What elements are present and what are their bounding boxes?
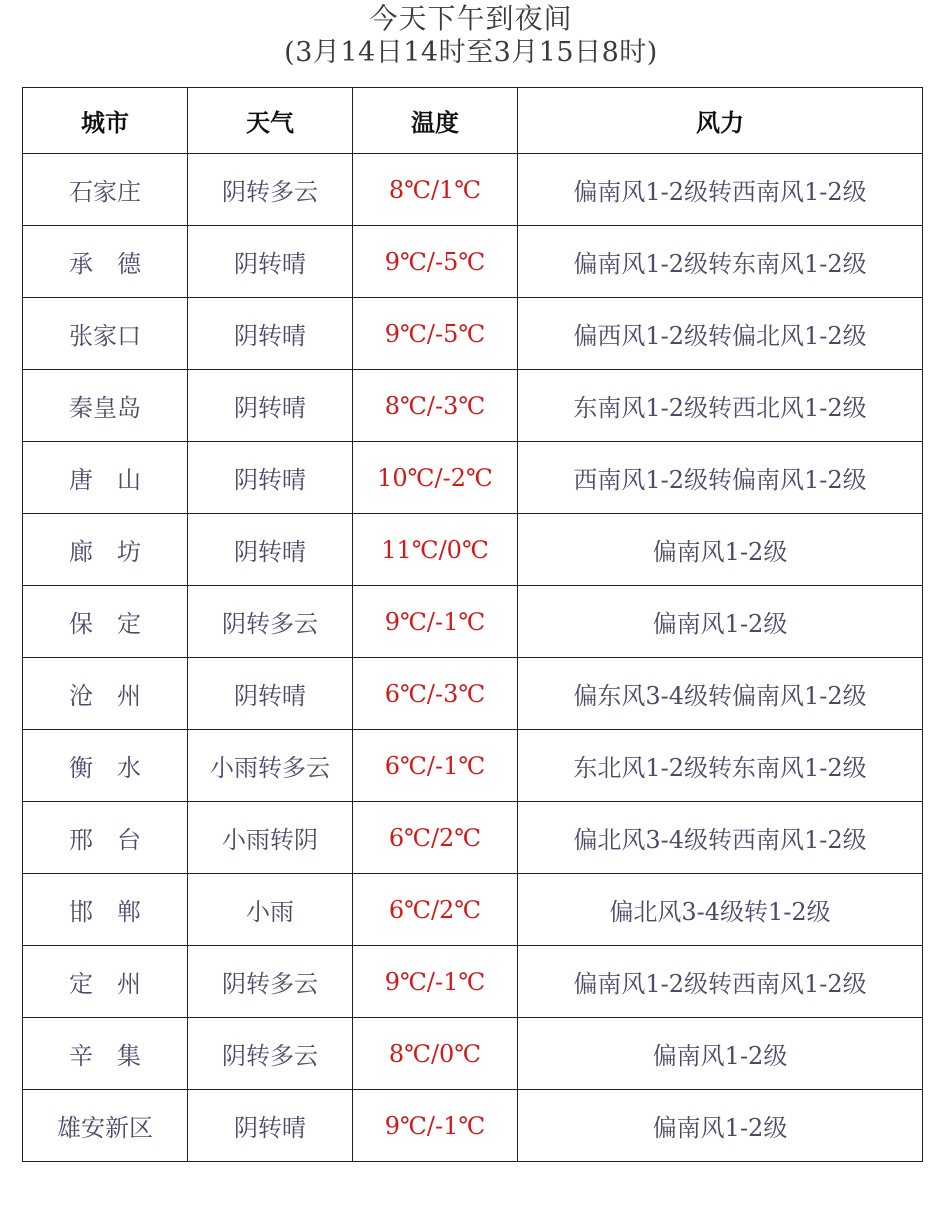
wind-cell: 偏南风1-2级: [518, 1090, 923, 1162]
weather-cell: 阴转晴: [188, 226, 353, 298]
weather-cell: 阴转晴: [188, 442, 353, 514]
weather-cell: 阴转多云: [188, 154, 353, 226]
weather-cell: 小雨转阴: [188, 802, 353, 874]
city-cell: 定 州: [23, 946, 188, 1018]
wind-cell: 偏南风1-2级: [518, 514, 923, 586]
temperature-cell: 8℃/-3℃: [353, 370, 518, 442]
temperature-cell: 8℃/0℃: [353, 1018, 518, 1090]
title-main: 今天下午到夜间: [369, 2, 573, 35]
temperature-cell: 6℃/2℃: [353, 802, 518, 874]
temperature-cell: 6℃/2℃: [353, 874, 518, 946]
wind-cell: 偏南风1-2级转西南风1-2级: [518, 154, 923, 226]
weather-cell: 阴转晴: [188, 1090, 353, 1162]
forecast-table: [22, 87, 923, 1162]
table-row: [23, 586, 923, 658]
wind-cell: 偏西风1-2级转偏北风1-2级: [518, 298, 923, 370]
city-cell: 沧 州: [23, 658, 188, 730]
wind-cell: 偏南风1-2级转东南风1-2级: [518, 226, 923, 298]
temperature-cell: 9℃/-5℃: [353, 298, 518, 370]
temperature-cell: 11℃/0℃: [353, 514, 518, 586]
table-row: [23, 442, 923, 514]
city-cell: 邢 台: [23, 802, 188, 874]
weather-cell: 阴转晴: [188, 370, 353, 442]
weather-cell: 阴转多云: [188, 586, 353, 658]
city-cell: 石家庄: [23, 154, 188, 226]
wind-cell: 东南风1-2级转西北风1-2级: [518, 370, 923, 442]
temperature-cell: 9℃/-5℃: [353, 226, 518, 298]
city-cell: 廊 坊: [23, 514, 188, 586]
table-row: [23, 658, 923, 730]
table-row: [23, 514, 923, 586]
header-weather: 天气: [188, 88, 353, 154]
forecast-title: [0, 2, 942, 70]
temperature-cell: 10℃/-2℃: [353, 442, 518, 514]
table-row: [23, 298, 923, 370]
city-cell: 辛 集: [23, 1018, 188, 1090]
city-cell: 唐 山: [23, 442, 188, 514]
wind-cell: 西南风1-2级转偏南风1-2级: [518, 442, 923, 514]
city-cell: 保 定: [23, 586, 188, 658]
city-cell: 雄安新区: [23, 1090, 188, 1162]
city-cell: 秦皇岛: [23, 370, 188, 442]
temperature-cell: 9℃/-1℃: [353, 946, 518, 1018]
temperature-cell: 8℃/1℃: [353, 154, 518, 226]
wind-cell: 东北风1-2级转东南风1-2级: [518, 730, 923, 802]
header-city: 城市: [23, 88, 188, 154]
header-temperature: 温度: [353, 88, 518, 154]
title-time-range: (3月14日14时至3月15日8时): [284, 37, 658, 68]
weather-cell: 小雨转多云: [188, 730, 353, 802]
wind-cell: 偏北风3-4级转西南风1-2级: [518, 802, 923, 874]
table-body: [23, 154, 923, 1162]
table-row: [23, 226, 923, 298]
city-cell: 承 德: [23, 226, 188, 298]
city-cell: 衡 水: [23, 730, 188, 802]
table-row: [23, 154, 923, 226]
city-cell: 张家口: [23, 298, 188, 370]
table-row: [23, 730, 923, 802]
table-row: [23, 370, 923, 442]
weather-cell: 小雨: [188, 874, 353, 946]
wind-cell: 偏南风1-2级: [518, 586, 923, 658]
temperature-cell: 9℃/-1℃: [353, 586, 518, 658]
table-row: [23, 1090, 923, 1162]
table-row: [23, 1018, 923, 1090]
temperature-cell: 6℃/-3℃: [353, 658, 518, 730]
wind-cell: 偏南风1-2级转西南风1-2级: [518, 946, 923, 1018]
table-row: [23, 946, 923, 1018]
wind-cell: 偏东风3-4级转偏南风1-2级: [518, 658, 923, 730]
weather-cell: 阴转晴: [188, 658, 353, 730]
weather-cell: 阴转多云: [188, 946, 353, 1018]
weather-cell: 阴转晴: [188, 298, 353, 370]
city-cell: 邯 郸: [23, 874, 188, 946]
temperature-cell: 6℃/-1℃: [353, 730, 518, 802]
temperature-cell: 9℃/-1℃: [353, 1090, 518, 1162]
weather-cell: 阴转晴: [188, 514, 353, 586]
header-wind: 风力: [518, 88, 923, 154]
table-row: [23, 802, 923, 874]
wind-cell: 偏南风1-2级: [518, 1018, 923, 1090]
wind-cell: 偏北风3-4级转1-2级: [518, 874, 923, 946]
table-header-row: [23, 88, 923, 154]
table-row: [23, 874, 923, 946]
weather-cell: 阴转多云: [188, 1018, 353, 1090]
